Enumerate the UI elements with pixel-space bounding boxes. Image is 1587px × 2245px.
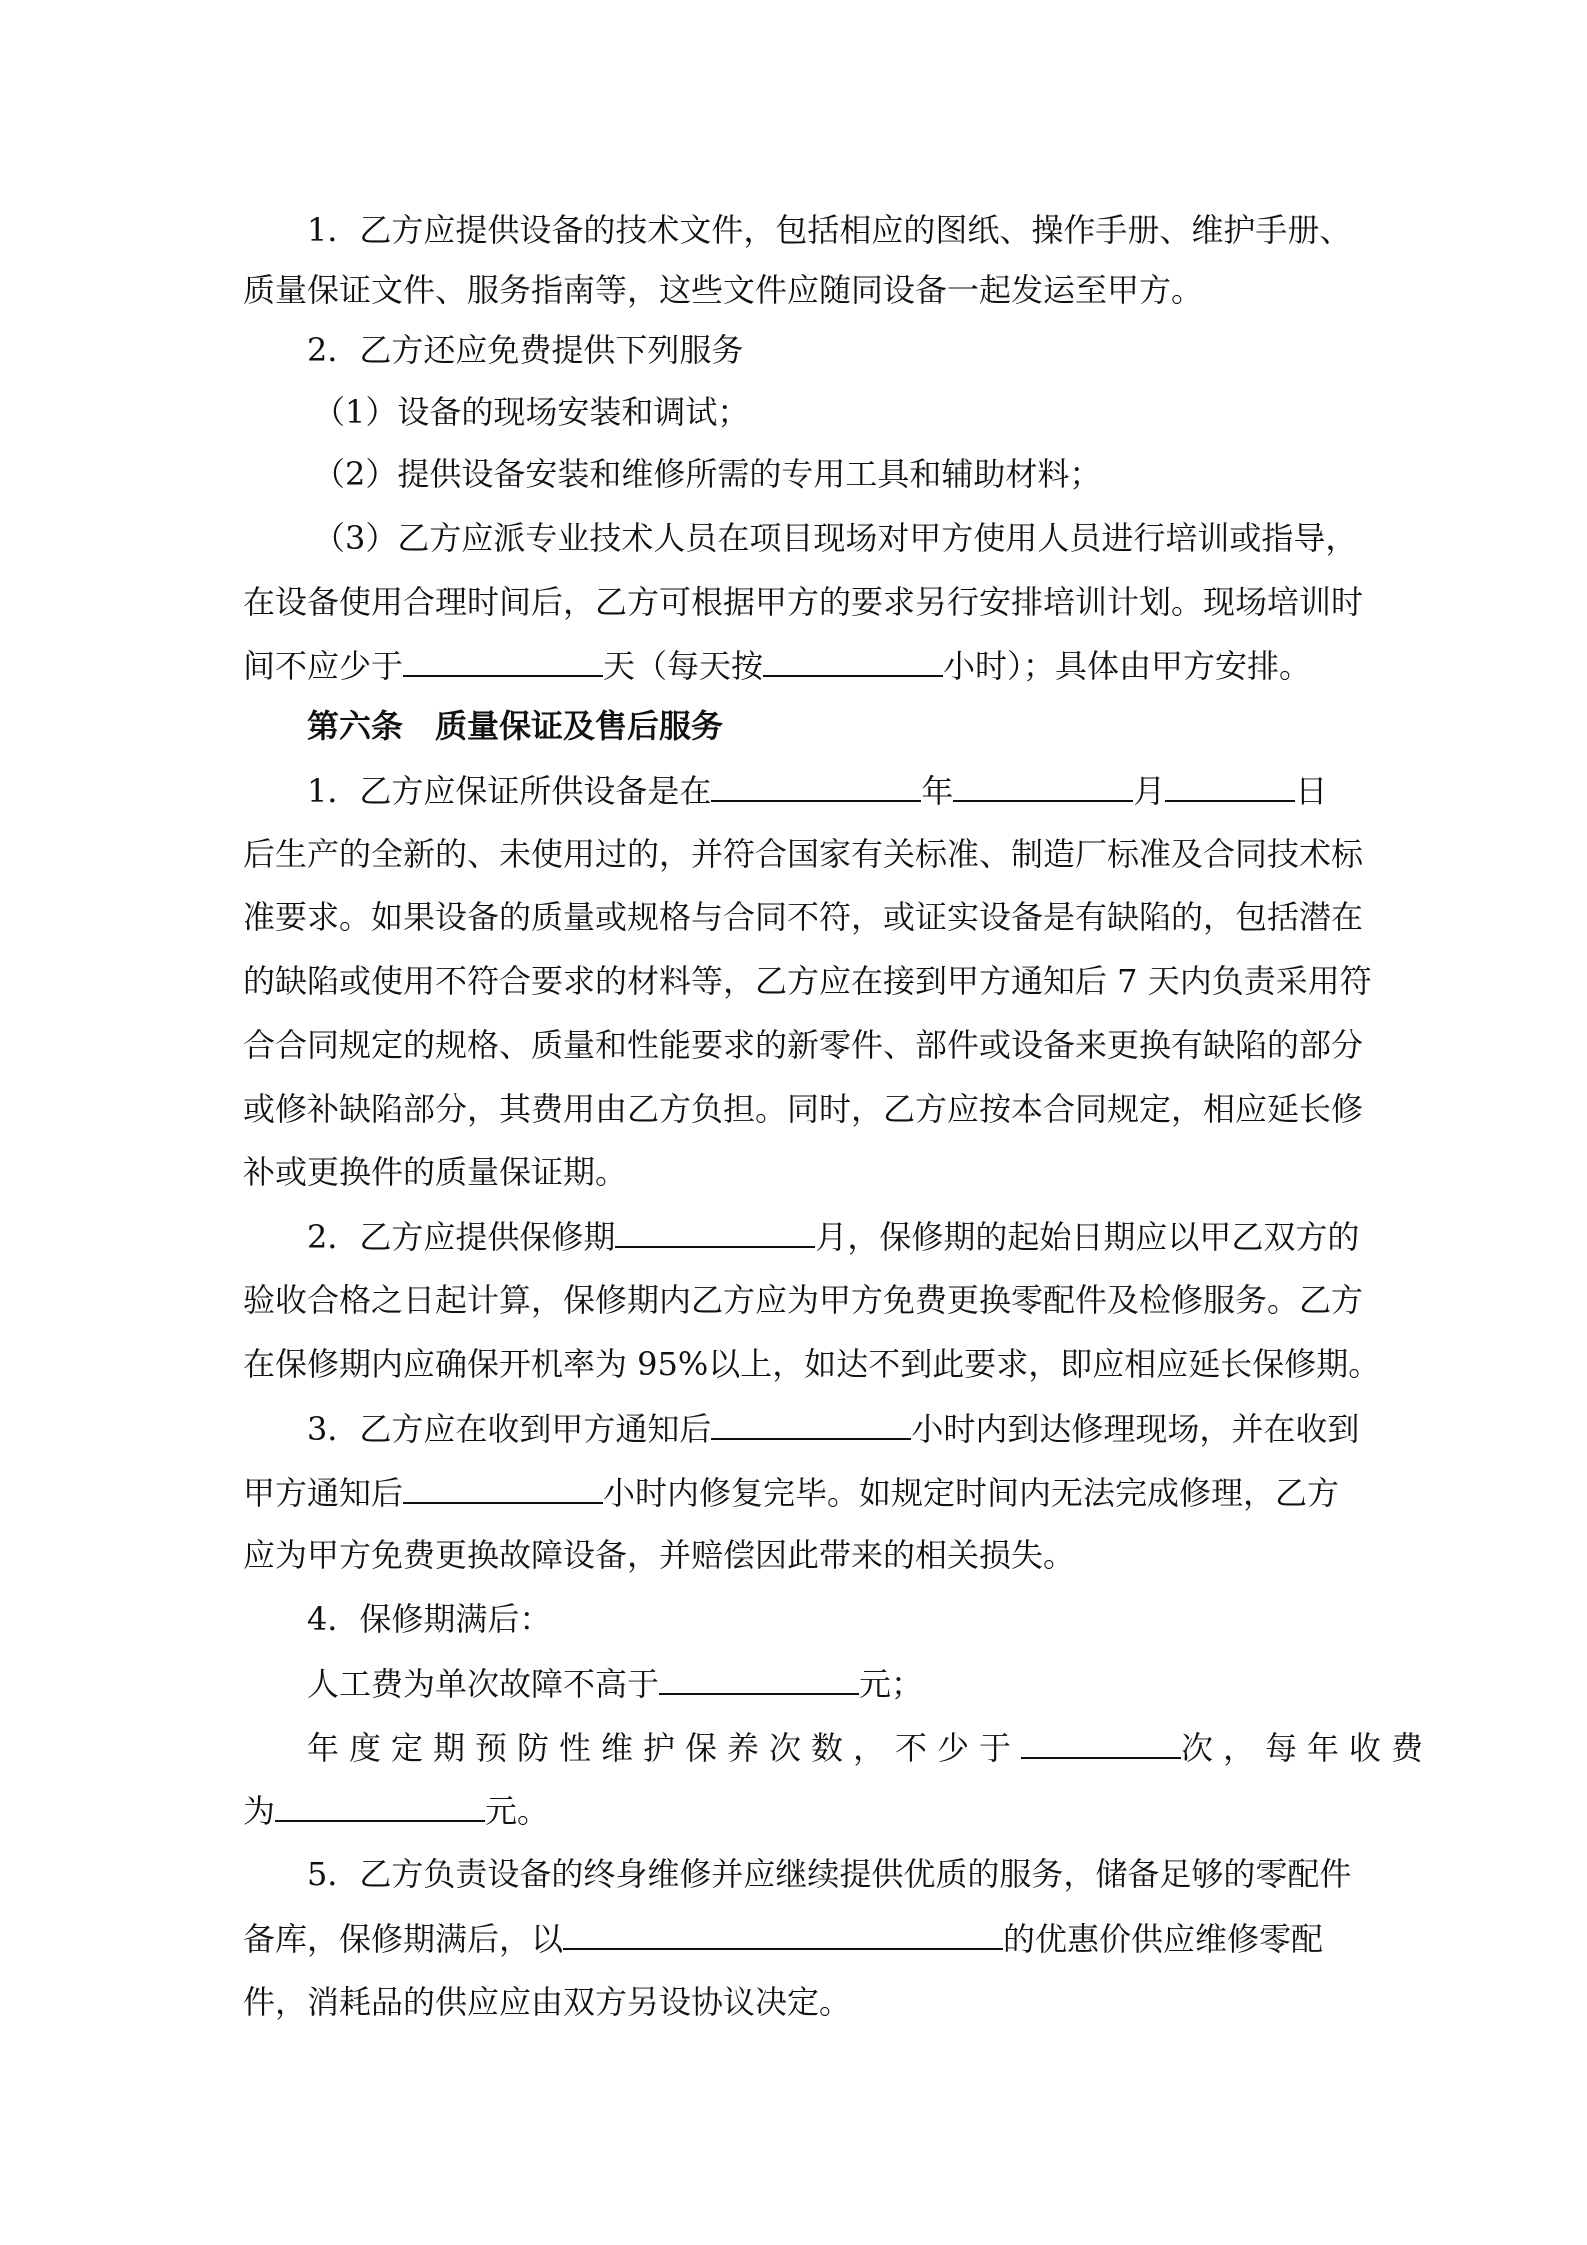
p3-line3: 应为甲方免费更换故障设备，并赔偿因此带来的相关损失。 <box>243 1536 1076 1574</box>
labor-fee-blank[interactable] <box>659 1663 859 1695</box>
p2-line1 <box>243 1216 1360 1257</box>
sub3-text-a: 间不应少于 <box>243 647 404 685</box>
item2-line: 2．乙方还应免费提供下列服务 <box>307 331 744 369</box>
p2-line2: 验收合格之日起计算，保修期内乙方应为甲方免费更换零配件及检修服务。乙方 <box>243 1281 1364 1319</box>
p5-line2 <box>243 1918 1345 1959</box>
p1-line1 <box>243 770 1345 811</box>
p3-line2 <box>243 1472 1345 1513</box>
p3-line1 <box>243 1408 1360 1449</box>
p1-text-a: 1．乙方应保证所供设备是在 <box>307 772 712 810</box>
p5-text-a: 备库，保修期满后，以 <box>243 1920 564 1958</box>
p3-text-b: 小时内到达修理现场，并在收到 <box>911 1410 1360 1448</box>
day-blank[interactable] <box>1165 770 1295 802</box>
p1-line2: 后生产的全新的、未使用过的，并符合国家有关标准、制造厂标准及合同技术标 <box>243 835 1364 873</box>
repair-hours-blank[interactable] <box>403 1472 603 1504</box>
p1-line3: 准要求。如果设备的质量或规格与合同不符，或证实设备是有缺陷的，包括潜在 <box>243 898 1364 936</box>
p4-line: 4．保修期满后： <box>307 1600 552 1638</box>
p1-text-b: 年 <box>921 772 954 810</box>
p3-text-a: 3．乙方应在收到甲方通知后 <box>307 1410 712 1448</box>
sub3-text-b: 天（每天按 <box>603 647 764 685</box>
sub3-line3 <box>243 645 1345 686</box>
p5-line1: 5．乙方负责设备的终身维修并应继续提供优质的服务，储备足够的零配件 <box>307 1855 1352 1893</box>
sub3-line2: 在设备使用合理时间后，乙方可根据甲方的要求另行安排培训计划。现场培训时 <box>243 583 1364 621</box>
training-days-blank[interactable] <box>403 645 603 677</box>
labor-text-b: 元； <box>859 1665 924 1703</box>
sub3-line1: （3）乙方应派专业技术人员在项目现场对甲方使用人员进行培训或指导， <box>313 519 1358 557</box>
p4-fee-line <box>243 1790 1345 1831</box>
p4-maint-line <box>243 1727 1434 1768</box>
fee-text-a: 为 <box>243 1792 276 1830</box>
p1-line7: 补或更换件的质量保证期。 <box>243 1153 628 1191</box>
article6-heading: 第六条 质量保证及售后服务 <box>307 707 724 745</box>
p5-line3: 件，消耗品的供应应由双方另设协议决定。 <box>243 1983 852 2021</box>
item1-line1: 1．乙方应提供设备的技术文件，包括相应的图纸、操作手册、维护手册、 <box>307 211 1352 249</box>
month-blank[interactable] <box>953 770 1133 802</box>
sub1-line: （1）设备的现场安装和调试； <box>313 393 750 431</box>
p2-text-a: 2．乙方应提供保修期 <box>307 1218 616 1256</box>
p4-labor-line <box>243 1663 1345 1704</box>
p2-line3: 在保修期内应确保开机率为 95%以上，如达不到此要求，即应相应延长保修期。 <box>243 1345 1381 1383</box>
maint-text-a: 年度定期预防性维护保养次数，不少于 <box>307 1729 1022 1767</box>
p1-line4: 的缺陷或使用不符合要求的材料等，乙方应在接到甲方通知后 7 天内负责采用符 <box>243 962 1372 1000</box>
p3-text-c: 甲方通知后 <box>243 1474 404 1512</box>
labor-text-a: 人工费为单次故障不高于 <box>307 1665 660 1703</box>
warranty-months-blank[interactable] <box>615 1216 815 1248</box>
p2-text-b: 月，保修期的起始日期应以甲乙双方的 <box>815 1218 1360 1256</box>
item1-line2: 质量保证文件、服务指南等，这些文件应随同设备一起发运至甲方。 <box>243 271 1204 309</box>
discount-price-blank[interactable] <box>563 1918 1003 1950</box>
p1-text-c: 月 <box>1133 772 1166 810</box>
maint-text-b: 次，每年收费 <box>1181 1729 1434 1767</box>
annual-fee-blank[interactable] <box>275 1790 485 1822</box>
p1-line6: 或修补缺陷部分，其费用由乙方负担。同时，乙方应按本合同规定，相应延长修 <box>243 1090 1364 1128</box>
fee-text-b: 元。 <box>485 1792 550 1830</box>
training-hours-blank[interactable] <box>763 645 943 677</box>
sub3-text-c: 小时）；具体由甲方安排。 <box>943 647 1312 685</box>
p1-text-d: 日 <box>1295 772 1328 810</box>
year-blank[interactable] <box>711 770 921 802</box>
p1-line5: 合合同规定的规格、质量和性能要求的新零件、部件或设备来更换有缺陷的部分 <box>243 1026 1364 1064</box>
maintenance-count-blank[interactable] <box>1021 1727 1181 1759</box>
p3-text-d: 小时内修复完毕。如规定时间内无法完成修理，乙方 <box>603 1474 1340 1512</box>
p5-text-b: 的优惠价供应维修零配 <box>1003 1920 1324 1958</box>
sub2-line: （2）提供设备安装和维修所需的专用工具和辅助材料； <box>313 455 1102 493</box>
arrival-hours-blank[interactable] <box>711 1408 911 1440</box>
